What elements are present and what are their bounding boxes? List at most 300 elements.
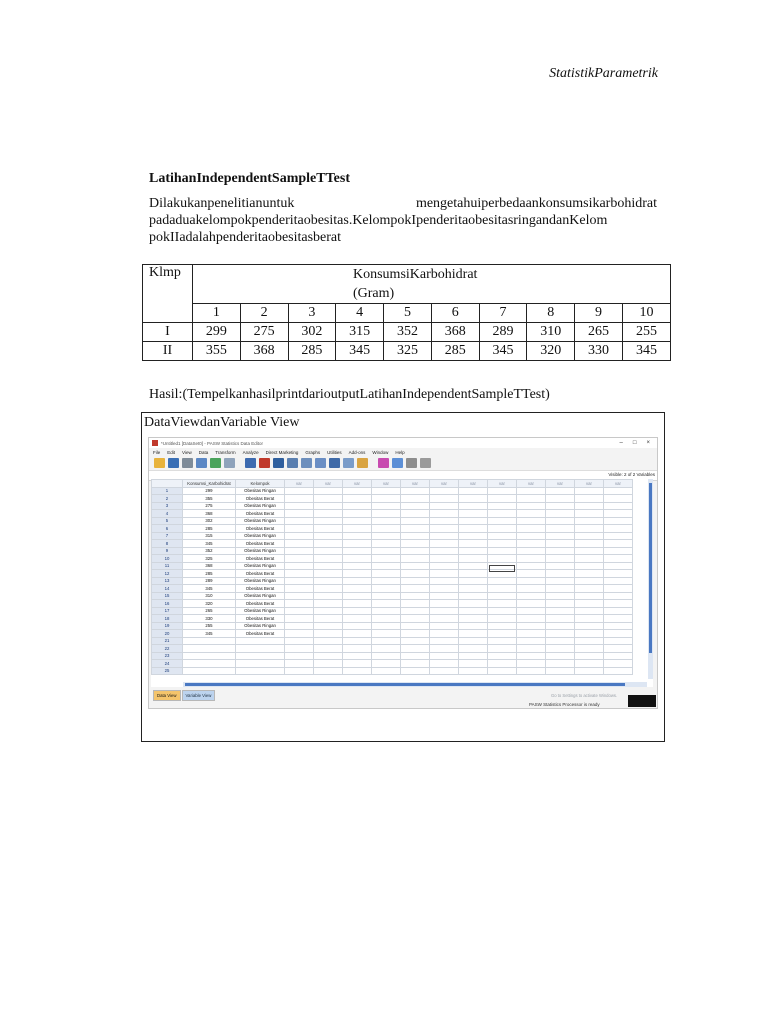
menu-item-transform[interactable]: Transform <box>215 449 236 455</box>
row-number[interactable]: 7 <box>152 532 183 540</box>
empty-cell[interactable] <box>314 495 343 503</box>
cell-konsumsi[interactable]: 320 <box>183 600 236 608</box>
empty-cell[interactable] <box>546 555 575 563</box>
empty-cell[interactable] <box>314 592 343 600</box>
empty-var-header[interactable]: var <box>343 480 372 488</box>
empty-cell[interactable] <box>575 502 604 510</box>
row-number[interactable]: 23 <box>152 652 183 660</box>
empty-cell[interactable] <box>430 525 459 533</box>
row-number[interactable]: 1 <box>152 487 183 495</box>
empty-cell[interactable] <box>285 600 314 608</box>
empty-var-header[interactable]: var <box>430 480 459 488</box>
cell-kelompok[interactable]: Obesitas Berat <box>236 585 285 593</box>
empty-var-header[interactable]: var <box>372 480 401 488</box>
empty-var-header[interactable]: var <box>517 480 546 488</box>
empty-var-header[interactable]: var <box>285 480 314 488</box>
empty-cell[interactable] <box>546 502 575 510</box>
empty-cell[interactable] <box>546 652 575 660</box>
empty-cell[interactable] <box>459 607 488 615</box>
empty-cell[interactable] <box>459 652 488 660</box>
empty-cell[interactable] <box>546 615 575 623</box>
empty-cell[interactable] <box>372 615 401 623</box>
empty-cell[interactable] <box>401 525 430 533</box>
row-number[interactable]: 4 <box>152 510 183 518</box>
empty-cell[interactable] <box>285 510 314 518</box>
empty-cell[interactable] <box>372 487 401 495</box>
empty-cell[interactable] <box>459 555 488 563</box>
row-number[interactable]: 10 <box>152 555 183 563</box>
empty-var-header[interactable]: var <box>314 480 343 488</box>
empty-cell[interactable] <box>517 517 546 525</box>
empty-cell[interactable] <box>430 547 459 555</box>
empty-cell[interactable] <box>430 555 459 563</box>
empty-cell[interactable] <box>401 495 430 503</box>
row-number[interactable]: 5 <box>152 517 183 525</box>
close-icon[interactable]: × <box>646 440 650 446</box>
menu-item-window[interactable]: Window <box>372 449 389 455</box>
empty-cell[interactable] <box>517 510 546 518</box>
empty-cell[interactable] <box>430 637 459 645</box>
menu-item-view[interactable]: View <box>182 449 192 455</box>
empty-cell[interactable] <box>575 495 604 503</box>
empty-cell[interactable] <box>285 630 314 638</box>
empty-cell[interactable] <box>517 592 546 600</box>
empty-cell[interactable] <box>517 540 546 548</box>
empty-cell[interactable] <box>488 645 517 653</box>
cell-konsumsi[interactable]: 265 <box>183 607 236 615</box>
empty-cell[interactable] <box>343 607 372 615</box>
empty-cell[interactable] <box>517 585 546 593</box>
empty-cell[interactable] <box>401 667 430 675</box>
empty-cell[interactable] <box>343 517 372 525</box>
empty-cell[interactable] <box>488 495 517 503</box>
empty-cell[interactable] <box>314 585 343 593</box>
empty-cell[interactable] <box>343 502 372 510</box>
empty-cell[interactable] <box>285 502 314 510</box>
empty-var-header[interactable]: var <box>488 480 517 488</box>
empty-cell[interactable] <box>343 525 372 533</box>
empty-cell[interactable] <box>517 600 546 608</box>
row-number[interactable]: 22 <box>152 645 183 653</box>
empty-cell[interactable] <box>285 532 314 540</box>
show-all-variables-icon[interactable] <box>406 458 417 468</box>
empty-cell[interactable] <box>546 570 575 578</box>
empty-cell[interactable] <box>517 502 546 510</box>
column-header[interactable]: Konsumsi_Karbohidrat <box>183 480 236 488</box>
empty-cell[interactable] <box>343 667 372 675</box>
empty-cell[interactable] <box>575 615 604 623</box>
empty-var-header[interactable]: var <box>459 480 488 488</box>
empty-cell[interactable] <box>401 532 430 540</box>
cell-kelompok[interactable] <box>236 637 285 645</box>
split-file-icon[interactable] <box>329 458 340 468</box>
empty-cell[interactable] <box>459 532 488 540</box>
weight-cases-icon[interactable] <box>343 458 354 468</box>
empty-cell[interactable] <box>430 502 459 510</box>
empty-cell[interactable] <box>401 645 430 653</box>
empty-var-header[interactable]: var <box>401 480 430 488</box>
empty-cell[interactable] <box>430 630 459 638</box>
empty-cell[interactable] <box>459 630 488 638</box>
empty-cell[interactable] <box>343 495 372 503</box>
empty-cell[interactable] <box>401 540 430 548</box>
empty-cell[interactable] <box>517 547 546 555</box>
empty-cell[interactable] <box>604 487 633 495</box>
empty-cell[interactable] <box>517 667 546 675</box>
empty-cell[interactable] <box>546 577 575 585</box>
empty-cell[interactable] <box>314 532 343 540</box>
empty-cell[interactable] <box>430 660 459 668</box>
empty-cell[interactable] <box>575 660 604 668</box>
empty-cell[interactable] <box>488 487 517 495</box>
cell-kelompok[interactable]: Obesitas Ringan <box>236 562 285 570</box>
cell-konsumsi[interactable]: 310 <box>183 592 236 600</box>
empty-cell[interactable] <box>343 555 372 563</box>
empty-cell[interactable] <box>372 510 401 518</box>
empty-cell[interactable] <box>430 562 459 570</box>
empty-cell[interactable] <box>546 562 575 570</box>
empty-cell[interactable] <box>372 502 401 510</box>
goto-variable-icon[interactable] <box>259 458 270 468</box>
empty-cell[interactable] <box>343 585 372 593</box>
empty-cell[interactable] <box>430 600 459 608</box>
empty-cell[interactable] <box>517 562 546 570</box>
data-grid[interactable] <box>151 479 653 687</box>
empty-cell[interactable] <box>372 495 401 503</box>
data-grid-table[interactable] <box>151 479 633 675</box>
cell-kelompok[interactable]: Obesitas Berat <box>236 615 285 623</box>
empty-cell[interactable] <box>604 622 633 630</box>
empty-cell[interactable] <box>285 652 314 660</box>
empty-cell[interactable] <box>343 645 372 653</box>
empty-cell[interactable] <box>546 517 575 525</box>
empty-cell[interactable] <box>517 555 546 563</box>
empty-cell[interactable] <box>314 637 343 645</box>
empty-cell[interactable] <box>430 615 459 623</box>
empty-cell[interactable] <box>372 570 401 578</box>
empty-cell[interactable] <box>430 592 459 600</box>
empty-cell[interactable] <box>372 547 401 555</box>
row-number[interactable]: 13 <box>152 577 183 585</box>
row-number[interactable]: 2 <box>152 495 183 503</box>
empty-cell[interactable] <box>285 577 314 585</box>
empty-cell[interactable] <box>488 517 517 525</box>
print-icon[interactable] <box>182 458 193 468</box>
empty-cell[interactable] <box>314 660 343 668</box>
empty-cell[interactable] <box>604 570 633 578</box>
cell-kelompok[interactable]: Obesitas Ringan <box>236 532 285 540</box>
empty-cell[interactable] <box>401 637 430 645</box>
menu-item-data[interactable]: Data <box>198 449 209 455</box>
row-number[interactable]: 17 <box>152 607 183 615</box>
empty-cell[interactable] <box>401 577 430 585</box>
empty-cell[interactable] <box>604 600 633 608</box>
empty-cell[interactable] <box>546 592 575 600</box>
empty-cell[interactable] <box>546 510 575 518</box>
empty-cell[interactable] <box>314 570 343 578</box>
empty-cell[interactable] <box>488 547 517 555</box>
empty-cell[interactable] <box>401 607 430 615</box>
empty-cell[interactable] <box>430 577 459 585</box>
cell-konsumsi[interactable]: 345 <box>183 585 236 593</box>
cell-kelompok[interactable]: Obesitas Berat <box>236 540 285 548</box>
menu-item-utilities[interactable]: Utilities <box>327 449 342 455</box>
empty-cell[interactable] <box>343 615 372 623</box>
empty-cell[interactable] <box>343 652 372 660</box>
empty-cell[interactable] <box>343 622 372 630</box>
menu-item-add-ons[interactable]: Add-ons <box>348 449 366 455</box>
empty-cell[interactable] <box>343 577 372 585</box>
cell-kelompok[interactable]: Obesitas Berat <box>236 630 285 638</box>
selected-cell[interactable] <box>489 565 515 572</box>
empty-cell[interactable] <box>314 645 343 653</box>
find-icon[interactable] <box>287 458 298 468</box>
row-number[interactable]: 14 <box>152 585 183 593</box>
empty-cell[interactable] <box>343 532 372 540</box>
empty-cell[interactable] <box>401 502 430 510</box>
empty-cell[interactable] <box>430 540 459 548</box>
empty-cell[interactable] <box>430 495 459 503</box>
empty-cell[interactable] <box>517 630 546 638</box>
menu-item-graphs[interactable]: Graphs <box>305 449 321 455</box>
empty-cell[interactable] <box>314 510 343 518</box>
cell-konsumsi[interactable] <box>183 667 236 675</box>
empty-cell[interactable] <box>488 667 517 675</box>
empty-cell[interactable] <box>285 495 314 503</box>
empty-cell[interactable] <box>343 562 372 570</box>
empty-cell[interactable] <box>343 637 372 645</box>
cell-kelompok[interactable]: Obesitas Ringan <box>236 547 285 555</box>
empty-cell[interactable] <box>575 667 604 675</box>
cell-kelompok[interactable]: Obesitas Ringan <box>236 592 285 600</box>
empty-cell[interactable] <box>488 600 517 608</box>
empty-cell[interactable] <box>604 645 633 653</box>
empty-cell[interactable] <box>285 660 314 668</box>
cell-kelompok[interactable] <box>236 645 285 653</box>
empty-cell[interactable] <box>401 510 430 518</box>
empty-var-header[interactable]: var <box>546 480 575 488</box>
empty-cell[interactable] <box>372 540 401 548</box>
empty-cell[interactable] <box>430 652 459 660</box>
empty-cell[interactable] <box>314 487 343 495</box>
minimize-icon[interactable]: – <box>619 440 623 446</box>
empty-cell[interactable] <box>575 570 604 578</box>
cell-konsumsi[interactable]: 368 <box>183 510 236 518</box>
value-labels-icon[interactable] <box>378 458 389 468</box>
cell-kelompok[interactable] <box>236 667 285 675</box>
empty-cell[interactable] <box>459 510 488 518</box>
empty-cell[interactable] <box>314 615 343 623</box>
cell-konsumsi[interactable]: 299 <box>183 487 236 495</box>
cell-konsumsi[interactable]: 285 <box>183 570 236 578</box>
empty-cell[interactable] <box>488 510 517 518</box>
empty-cell[interactable] <box>459 667 488 675</box>
empty-cell[interactable] <box>343 570 372 578</box>
cell-kelompok[interactable]: Obesitas Berat <box>236 495 285 503</box>
empty-cell[interactable] <box>314 555 343 563</box>
empty-cell[interactable] <box>517 607 546 615</box>
empty-cell[interactable] <box>459 495 488 503</box>
empty-cell[interactable] <box>285 615 314 623</box>
empty-cell[interactable] <box>604 532 633 540</box>
empty-cell[interactable] <box>459 600 488 608</box>
cell-konsumsi[interactable] <box>183 645 236 653</box>
empty-cell[interactable] <box>372 577 401 585</box>
empty-cell[interactable] <box>430 645 459 653</box>
empty-cell[interactable] <box>314 517 343 525</box>
empty-cell[interactable] <box>372 637 401 645</box>
empty-cell[interactable] <box>604 525 633 533</box>
cell-konsumsi[interactable]: 315 <box>183 532 236 540</box>
empty-cell[interactable] <box>575 517 604 525</box>
empty-cell[interactable] <box>459 660 488 668</box>
empty-cell[interactable] <box>575 652 604 660</box>
empty-cell[interactable] <box>488 652 517 660</box>
empty-cell[interactable] <box>517 615 546 623</box>
empty-cell[interactable] <box>372 525 401 533</box>
empty-cell[interactable] <box>575 607 604 615</box>
empty-cell[interactable] <box>285 645 314 653</box>
menu-item-help[interactable]: Help <box>395 449 405 455</box>
cell-kelompok[interactable]: Obesitas Ringan <box>236 517 285 525</box>
empty-cell[interactable] <box>604 592 633 600</box>
empty-cell[interactable] <box>575 645 604 653</box>
empty-cell[interactable] <box>459 502 488 510</box>
empty-cell[interactable] <box>459 637 488 645</box>
empty-cell[interactable] <box>488 532 517 540</box>
empty-cell[interactable] <box>285 592 314 600</box>
empty-cell[interactable] <box>604 615 633 623</box>
empty-cell[interactable] <box>285 517 314 525</box>
empty-cell[interactable] <box>459 592 488 600</box>
menu-item-direct-marketing[interactable]: Direct Marketing <box>265 449 299 455</box>
empty-cell[interactable] <box>575 577 604 585</box>
cell-konsumsi[interactable]: 368 <box>183 562 236 570</box>
empty-cell[interactable] <box>488 525 517 533</box>
empty-cell[interactable] <box>285 547 314 555</box>
insert-variable-icon[interactable] <box>315 458 326 468</box>
empty-cell[interactable] <box>459 645 488 653</box>
empty-cell[interactable] <box>546 525 575 533</box>
empty-cell[interactable] <box>517 570 546 578</box>
empty-cell[interactable] <box>285 622 314 630</box>
row-number[interactable]: 25 <box>152 667 183 675</box>
cell-kelompok[interactable]: Obesitas Ringan <box>236 487 285 495</box>
empty-cell[interactable] <box>488 585 517 593</box>
empty-cell[interactable] <box>314 502 343 510</box>
empty-cell[interactable] <box>575 585 604 593</box>
empty-cell[interactable] <box>604 495 633 503</box>
empty-cell[interactable] <box>343 630 372 638</box>
empty-cell[interactable] <box>517 525 546 533</box>
empty-cell[interactable] <box>517 660 546 668</box>
empty-cell[interactable] <box>459 525 488 533</box>
empty-cell[interactable] <box>459 577 488 585</box>
empty-cell[interactable] <box>517 487 546 495</box>
empty-cell[interactable] <box>459 570 488 578</box>
menu-item-edit[interactable]: Edit <box>167 449 176 455</box>
cell-kelompok[interactable]: Obesitas Berat <box>236 510 285 518</box>
empty-cell[interactable] <box>517 577 546 585</box>
cell-konsumsi[interactable] <box>183 660 236 668</box>
empty-cell[interactable] <box>401 547 430 555</box>
vertical-scrollbar[interactable] <box>648 479 653 679</box>
empty-cell[interactable] <box>604 547 633 555</box>
cell-konsumsi[interactable]: 289 <box>183 577 236 585</box>
empty-cell[interactable] <box>575 510 604 518</box>
row-number[interactable]: 24 <box>152 660 183 668</box>
empty-cell[interactable] <box>604 630 633 638</box>
empty-var-header[interactable]: var <box>604 480 633 488</box>
empty-cell[interactable] <box>372 660 401 668</box>
cell-konsumsi[interactable]: 330 <box>183 615 236 623</box>
empty-cell[interactable] <box>401 600 430 608</box>
empty-cell[interactable] <box>372 562 401 570</box>
empty-cell[interactable] <box>604 562 633 570</box>
empty-cell[interactable] <box>401 517 430 525</box>
row-number[interactable]: 3 <box>152 502 183 510</box>
empty-cell[interactable] <box>401 630 430 638</box>
empty-cell[interactable] <box>546 637 575 645</box>
empty-cell[interactable] <box>575 525 604 533</box>
empty-cell[interactable] <box>604 607 633 615</box>
empty-cell[interactable] <box>604 517 633 525</box>
empty-cell[interactable] <box>575 622 604 630</box>
empty-cell[interactable] <box>604 502 633 510</box>
empty-cell[interactable] <box>546 600 575 608</box>
empty-cell[interactable] <box>575 600 604 608</box>
empty-cell[interactable] <box>575 592 604 600</box>
empty-cell[interactable] <box>546 660 575 668</box>
empty-cell[interactable] <box>343 547 372 555</box>
tab-variable-view[interactable]: Variable View <box>182 690 216 701</box>
empty-cell[interactable] <box>459 622 488 630</box>
menu-item-file[interactable]: File <box>153 449 161 455</box>
empty-cell[interactable] <box>430 570 459 578</box>
spell-check-icon[interactable] <box>420 458 431 468</box>
cell-konsumsi[interactable]: 355 <box>183 495 236 503</box>
empty-cell[interactable] <box>285 667 314 675</box>
empty-cell[interactable] <box>517 652 546 660</box>
empty-cell[interactable] <box>459 615 488 623</box>
cell-konsumsi[interactable]: 352 <box>183 547 236 555</box>
empty-cell[interactable] <box>517 637 546 645</box>
dialog-recall-icon[interactable] <box>196 458 207 468</box>
open-icon[interactable] <box>154 458 165 468</box>
cell-konsumsi[interactable]: 345 <box>183 630 236 638</box>
empty-cell[interactable] <box>488 502 517 510</box>
cell-konsumsi[interactable] <box>183 637 236 645</box>
empty-cell[interactable] <box>401 555 430 563</box>
empty-cell[interactable] <box>314 630 343 638</box>
empty-cell[interactable] <box>343 540 372 548</box>
empty-cell[interactable] <box>314 540 343 548</box>
select-cases-icon[interactable] <box>357 458 368 468</box>
goto-case-icon[interactable] <box>245 458 256 468</box>
empty-cell[interactable] <box>314 667 343 675</box>
empty-cell[interactable] <box>343 487 372 495</box>
empty-cell[interactable] <box>285 562 314 570</box>
empty-cell[interactable] <box>401 652 430 660</box>
empty-cell[interactable] <box>285 637 314 645</box>
empty-cell[interactable] <box>488 637 517 645</box>
empty-cell[interactable] <box>285 525 314 533</box>
horizontal-scrollbar[interactable] <box>183 682 647 687</box>
empty-cell[interactable] <box>314 652 343 660</box>
empty-cell[interactable] <box>488 622 517 630</box>
variables-icon[interactable] <box>273 458 284 468</box>
empty-cell[interactable] <box>604 660 633 668</box>
